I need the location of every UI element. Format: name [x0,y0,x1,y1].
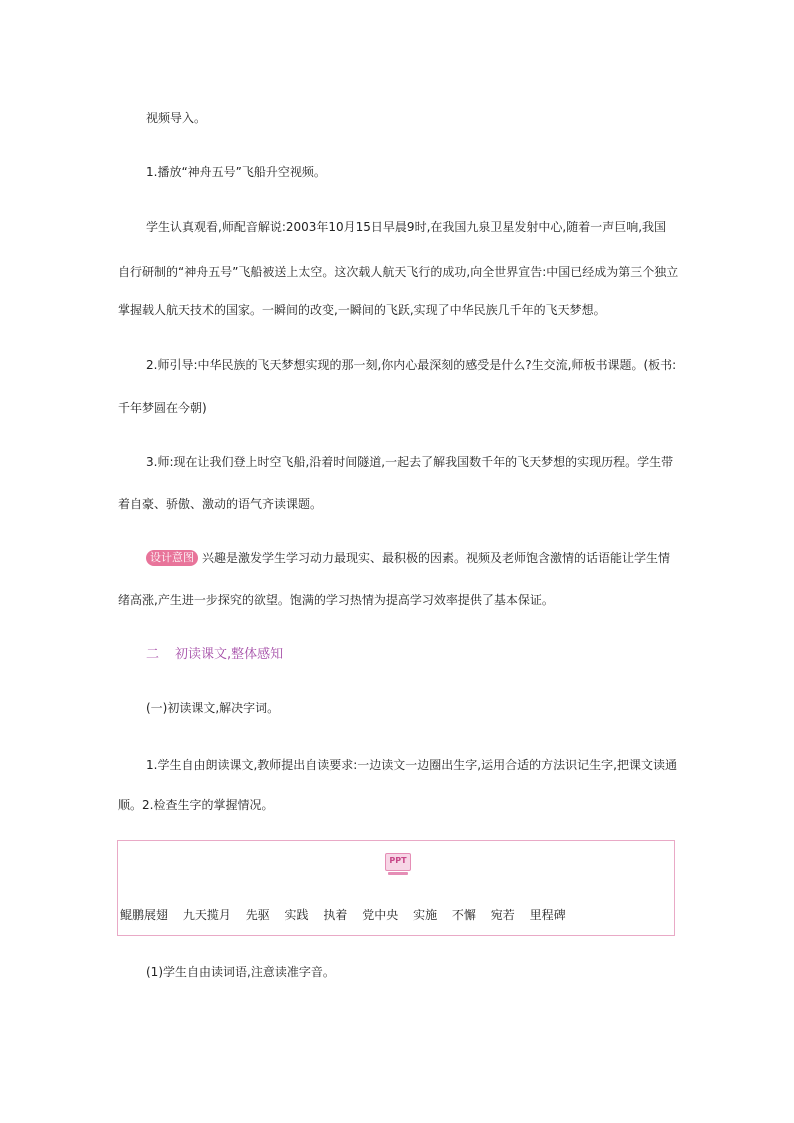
paragraph-narration-line-1: 学生认真观看,师配音解说:2003年10月15日早晨9时,在我国九泉卫星发射中心,随着一声巨响,我国 [146,220,667,234]
ppt-vocab-box [117,840,675,936]
paragraph-step-3-line-1: 3.师:现在让我们登上时空飞船,沿着时间隧道,一起去了解我国数千年的飞天梦想的实现历程。学生带 [146,455,674,469]
vocab-word: 先驱 [245,908,270,922]
paragraph-design-intent-line-2: 绪高涨,产生进一步探究的欲望。饱满的学习热情为提高学习效率提供了基本保证。 [118,593,554,607]
vocab-word: 里程碑 [529,908,566,922]
paragraph-narration-line-3: 掌握载人航天技术的国家。一瞬间的改变,一瞬间的飞跃,实现了中华民族几千年的飞天梦想。 [118,303,606,317]
vocab-word: 九天揽月 [182,908,231,922]
design-intent-badge: 设计意图 [146,550,198,566]
paragraph-step-1: 1.播放“神舟五号”飞船升空视频。 [146,165,326,179]
paragraph-narration-line-2: 自行研制的“神舟五号”飞船被送上太空。这次载人航天飞行的成功,向全世界宣告:中国已经成为第三个独立 [118,265,679,279]
vocab-word: 实施 [413,908,438,922]
section-title: 初读课文,整体感知 [175,647,284,662]
section-number: 二 [146,647,160,662]
paragraph-design-intent-line-1 [146,548,706,568]
paragraph-subsection: (一)初读课文,解决字词。 [146,701,280,715]
vocab-list [120,905,577,925]
design-intent-text: 兴趣是激发学生学习动力最现实、最积极的因素。视频及老师饱含激情的话语能让学生情 [202,551,671,565]
ppt-icon: PPT [385,853,411,871]
paragraph-read-words: (1)学生自由读词语,注意读准字音。 [146,965,335,979]
vocab-word: 党中央 [362,908,399,922]
paragraph-step-3-line-2: 着自豪、骄傲、激动的语气齐读课题。 [118,497,323,511]
section-heading [146,645,706,665]
vocab-word: 执着 [323,908,348,922]
paragraph-reading-line-1: 1.学生自由朗读课文,教师提出自读要求:一边读文一边圈出生字,运用合适的方法识记生字,把课文读通 [146,758,677,772]
vocab-word: 鲲鹏展翅 [120,908,169,922]
paragraph-video-intro: 视频导入。 [146,111,207,125]
vocab-word: 宛若 [490,908,515,922]
paragraph-reading-line-2: 顺。2.检查生字的掌握情况。 [118,798,274,812]
paragraph-step-2-line-2: 千年梦圆在今朝) [118,401,207,415]
vocab-word: 不懈 [451,908,476,922]
paragraph-step-2-line-1: 2.师引导:中华民族的飞天梦想实现的那一刻,你内心最深刻的感受是什么?生交流,师板书课题。(板书: [146,358,677,372]
vocab-word: 实践 [284,908,309,922]
